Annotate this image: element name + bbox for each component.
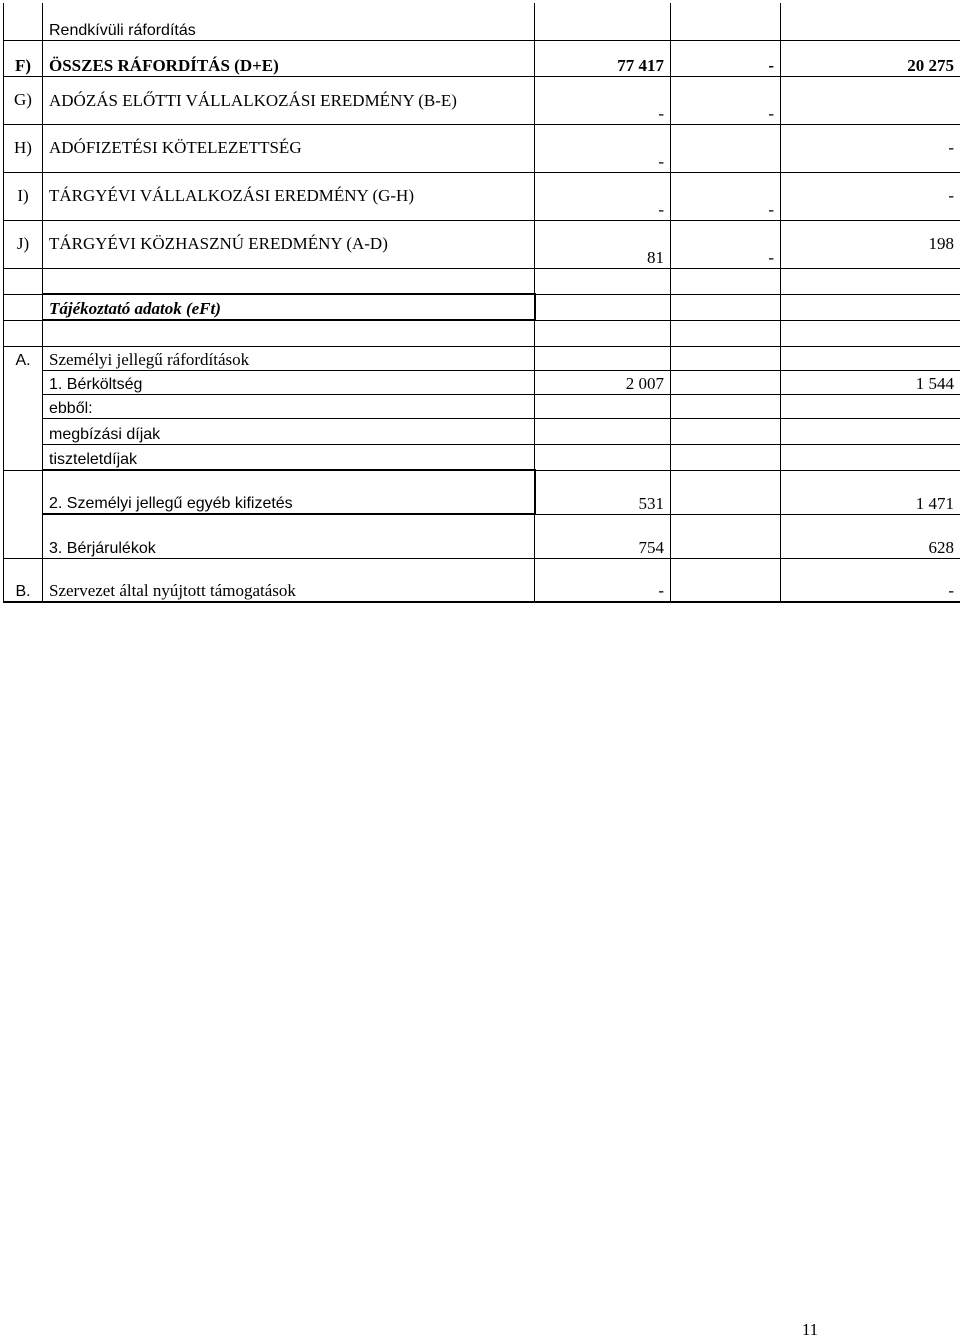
table-row bbox=[4, 346, 960, 370]
row-value-1: 81 bbox=[535, 220, 671, 268]
row-code: F) bbox=[4, 40, 43, 76]
row-value-3: 1 471 bbox=[781, 470, 960, 514]
row-value-1: 754 bbox=[535, 514, 671, 558]
row-value-1 bbox=[535, 394, 671, 418]
row-value-3: 1 544 bbox=[781, 370, 960, 394]
row-value-2: - bbox=[671, 172, 781, 220]
row-code bbox=[4, 418, 43, 444]
table-row bbox=[4, 444, 960, 470]
financial-table bbox=[3, 3, 960, 603]
table-row bbox=[4, 76, 960, 124]
row-label: 2. Személyi jellegű egyéb kifizetés bbox=[43, 470, 535, 514]
row-label: TÁRGYÉVI VÁLLALKOZÁSI EREDMÉNY (G-H) bbox=[43, 172, 535, 220]
row-value-3: - bbox=[781, 172, 960, 220]
row-value-2 bbox=[671, 3, 781, 40]
row-value-1 bbox=[535, 346, 671, 370]
row-code bbox=[4, 3, 43, 40]
row-label: ADÓZÁS ELŐTTI VÁLLALKOZÁSI EREDMÉNY (B-E) bbox=[43, 76, 535, 124]
info-title-row bbox=[4, 294, 960, 320]
row-label: TÁRGYÉVI KÖZHASZNÚ EREDMÉNY (A-D) bbox=[43, 220, 535, 268]
row-value-1: 2 007 bbox=[535, 370, 671, 394]
row-code bbox=[4, 444, 43, 470]
row-value-3 bbox=[781, 394, 960, 418]
table-row bbox=[4, 172, 960, 220]
row-value-1 bbox=[535, 444, 671, 470]
row-value-3: - bbox=[781, 124, 960, 172]
row-value-3: 20 275 bbox=[781, 40, 960, 76]
row-label: megbízási díjak bbox=[43, 418, 535, 444]
table-row bbox=[4, 3, 960, 40]
row-code: I) bbox=[4, 172, 43, 220]
row-label: Szervezet által nyújtott támogatások bbox=[43, 558, 535, 602]
table-row bbox=[4, 124, 960, 172]
page-number: 11 bbox=[801, 1320, 819, 1339]
row-label: ÖSSZES RÁFORDÍTÁS (D+E) bbox=[43, 40, 535, 76]
info-section-title: Tájékoztató adatok (eFt) bbox=[43, 294, 535, 320]
row-label: 1. Bérköltség bbox=[43, 370, 535, 394]
row-code: J) bbox=[4, 220, 43, 268]
row-value-3: - bbox=[781, 558, 960, 602]
table-row bbox=[4, 514, 960, 558]
row-label: 3. Bérjárulékok bbox=[43, 514, 535, 558]
row-value-3 bbox=[781, 3, 960, 40]
row-value-3: 198 bbox=[781, 220, 960, 268]
row-value-1: 531 bbox=[535, 470, 671, 514]
spacer-row bbox=[4, 320, 960, 346]
row-code bbox=[4, 514, 43, 558]
row-code bbox=[4, 394, 43, 418]
row-value-1: - bbox=[535, 558, 671, 602]
spacer-row bbox=[4, 268, 960, 294]
table-row bbox=[4, 558, 960, 602]
table-row bbox=[4, 470, 960, 514]
row-code: G) bbox=[4, 76, 43, 124]
row-value-2: - bbox=[671, 76, 781, 124]
row-label: ADÓFIZETÉSI KÖTELEZETTSÉG bbox=[43, 124, 535, 172]
row-label: tiszteletdíjak bbox=[43, 444, 535, 470]
row-label: Rendkívüli ráfordítás bbox=[43, 3, 535, 40]
row-value-3 bbox=[781, 76, 960, 124]
table-row bbox=[4, 394, 960, 418]
row-value-3 bbox=[781, 418, 960, 444]
row-value-3 bbox=[781, 444, 960, 470]
row-value-1: - bbox=[535, 76, 671, 124]
table-row bbox=[4, 418, 960, 444]
row-value-3: 628 bbox=[781, 514, 960, 558]
row-value-1: - bbox=[535, 124, 671, 172]
row-label: ebből: bbox=[43, 394, 535, 418]
row-value-1: 77 417 bbox=[535, 40, 671, 76]
row-code: H) bbox=[4, 124, 43, 172]
row-code bbox=[4, 370, 43, 394]
row-value-2: - bbox=[671, 40, 781, 76]
row-label: Személyi jellegű ráfordítások bbox=[43, 346, 535, 370]
row-value-2 bbox=[671, 124, 781, 172]
row-code bbox=[4, 470, 43, 514]
table-row bbox=[4, 220, 960, 268]
row-value-3 bbox=[781, 346, 960, 370]
row-code: B. bbox=[4, 558, 43, 602]
row-value-1 bbox=[535, 3, 671, 40]
row-value-1 bbox=[535, 418, 671, 444]
row-code: A. bbox=[4, 346, 43, 370]
table-row bbox=[4, 40, 960, 76]
row-value-2: - bbox=[671, 220, 781, 268]
table-row bbox=[4, 370, 960, 394]
row-value-1: - bbox=[535, 172, 671, 220]
